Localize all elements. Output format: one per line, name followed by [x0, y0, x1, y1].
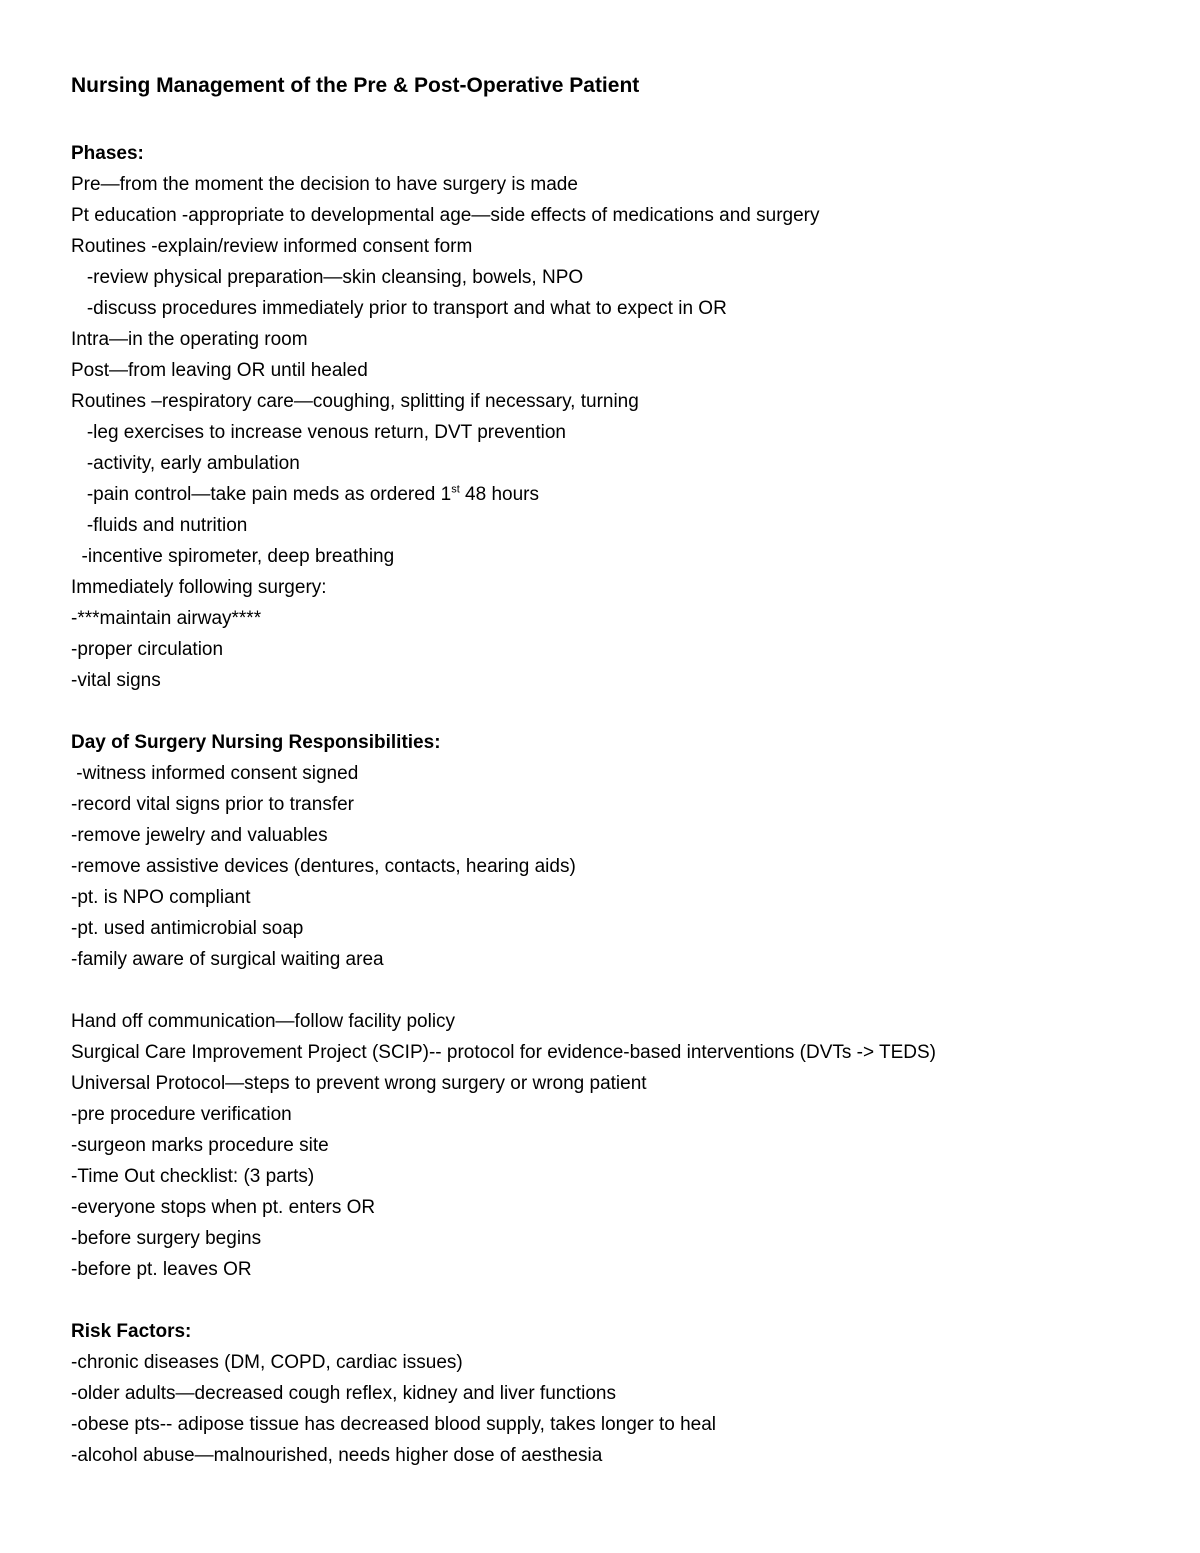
pain-line-text: -pain control—take pain meds as ordered 1 — [71, 484, 452, 505]
pain-line-suffix: 48 hours — [459, 484, 540, 505]
text-line-pain-control — [71, 483, 539, 507]
text-line: -fluids and nutrition — [71, 515, 248, 536]
text-line: -chronic diseases (DM, COPD, cardiac issues) — [71, 1352, 463, 1373]
text-line: -surgeon marks procedure site — [71, 1135, 329, 1156]
text-line: -before pt. leaves OR — [71, 1259, 252, 1280]
text-line: -Time Out checklist: (3 parts) — [71, 1166, 315, 1187]
text-line: -proper circulation — [71, 639, 224, 660]
text-line: -everyone stops when pt. enters OR — [71, 1197, 376, 1218]
text-line: Surgical Care Improvement Project (SCIP)-- protocol for evidence-based interventions (DVTs -> TEDS) — [71, 1042, 937, 1063]
text-line: Pre—from the moment the decision to have surgery is made — [71, 174, 578, 195]
pain-line-superscript: st — [451, 483, 460, 496]
text-line: -discuss procedures immediately prior to transport and what to expect in OR — [71, 298, 727, 319]
text-line: -vital signs — [71, 670, 161, 691]
text-line: -obese pts-- adipose tissue has decreased blood supply, takes longer to heal — [71, 1414, 716, 1435]
text-line: -review physical preparation—skin cleansing, bowels, NPO — [71, 267, 584, 288]
text-line: -activity, early ambulation — [71, 453, 300, 474]
text-line: Universal Protocol—steps to prevent wrong surgery or wrong patient — [71, 1073, 647, 1094]
text-line: -before surgery begins — [71, 1228, 262, 1249]
text-line: Pt education -appropriate to developmental age—side effects of medications and surgery — [71, 205, 820, 226]
text-line: Routines –respiratory care—coughing, splitting if necessary, turning — [71, 391, 639, 412]
text-line: -incentive spirometer, deep breathing — [71, 546, 395, 567]
text-line: -pre procedure verification — [71, 1104, 292, 1125]
text-line: -leg exercises to increase venous return, DVT prevention — [71, 422, 566, 443]
text-line: -older adults—decreased cough reflex, kidney and liver functions — [71, 1383, 616, 1404]
text-line: Routines -explain/review informed consent form — [71, 236, 473, 257]
text-line: -witness informed consent signed — [71, 763, 359, 784]
text-line: -remove assistive devices (dentures, contacts, hearing aids) — [71, 856, 576, 877]
text-line: -pt. is NPO compliant — [71, 887, 251, 908]
section-heading-day-of-surgery: Day of Surgery Nursing Responsibilities: — [71, 732, 441, 753]
text-line: Immediately following surgery: — [71, 577, 327, 598]
text-line: -record vital signs prior to transfer — [71, 794, 354, 815]
document-title: Nursing Management of the Pre & Post-Operative Patient — [71, 74, 640, 97]
section-heading-risk-factors: Risk Factors: — [71, 1321, 192, 1342]
section-heading-phases: Phases: — [71, 143, 144, 164]
text-line: Hand off communication—follow facility policy — [71, 1011, 456, 1032]
text-line: -family aware of surgical waiting area — [71, 949, 384, 970]
text-line: -***maintain airway**** — [71, 608, 262, 629]
text-line: -remove jewelry and valuables — [71, 825, 328, 846]
text-line: -pt. used antimicrobial soap — [71, 918, 304, 939]
text-line: Intra—in the operating room — [71, 329, 308, 350]
text-line: -alcohol abuse—malnourished, needs higher dose of aesthesia — [71, 1445, 603, 1466]
text-line: Post—from leaving OR until healed — [71, 360, 368, 381]
